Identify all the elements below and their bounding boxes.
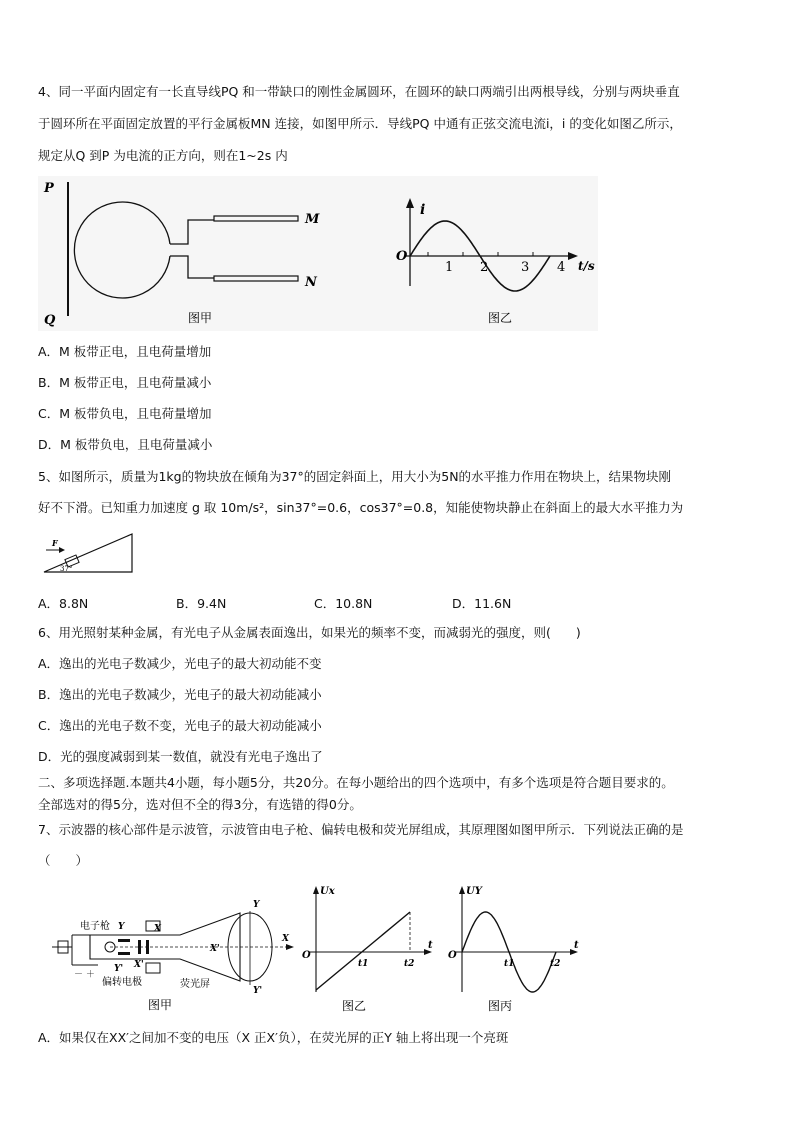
q4-line1: 4、同一平面内固定有一长直导线PQ 和一带缺口的刚性金属圆环，在圆环的缺口两端引出两根导线，分别与两块垂直 [38,84,680,99]
section2-line1: 二、多项选择题.本题共4小题，每小题5分，共20分。在每小题给出的四个选项中，有多个选项是符合题目要求的。 [38,775,674,790]
q4-option-c: C．M 板带负电，且电荷量增加 [38,406,212,421]
svg-text:X': X' [134,960,144,970]
svg-text:Y': Y' [253,986,263,996]
svg-text:t: t [428,940,433,951]
angle-37: 37° [60,565,73,573]
label-screen: 荧光屏 [180,979,210,990]
svg-text:O: O [302,950,311,961]
label-gun: 电子枪 [80,921,110,932]
q6-option-b: B．逸出的光电子数减少，光电子的最大初动能减小 [38,687,322,702]
q5-options [0,594,794,610]
q6-option-c: C．逸出的光电子数不变，光电子的最大初动能减小 [38,718,322,733]
q5-incline-figure [40,530,140,578]
tick-1: 1 [445,260,454,275]
label-P: P [44,181,54,196]
caption-7-yi: 图乙 [342,999,367,1013]
tick-3: 3 [521,260,530,275]
section2-line2: 全部选对的得5分，选对但不全的得3分，有选错的得0分。 [38,797,362,812]
q6-option-a: A．逸出的光电子数减少，光电子的最大初动能不变 [38,656,322,671]
origin-O: O [396,249,408,264]
caption-yi: 图乙 [488,311,513,325]
axis-ux: Ux [320,886,335,897]
caption-7-bing: 图丙 [488,999,513,1013]
label-Q: Q [44,313,56,328]
q5-option-d: D．11.6N [452,596,512,611]
svg-text:t1: t1 [358,959,369,969]
svg-text:Y: Y [118,922,125,932]
svg-text:t: t [574,940,579,951]
caption-jia: 图甲 [188,311,213,325]
svg-text:－ ＋: － ＋ [74,970,95,980]
axis-uy: UY [466,886,482,897]
q5-line1: 5、如图所示，质量为1kg的物块放在倾角为37°的固定斜面上，用大小为5N的水平推力作用在物块上，结果物块刚 [38,469,672,484]
svg-text:X: X [154,924,161,934]
tick-4: 4 [557,260,566,275]
q4-figure-yi [338,176,598,331]
q5-option-b: B．9.4N [176,596,227,611]
q5-line2: 好不下滑。已知重力加速度 g 取 10m/s²，sin37°=0.6，cos37°=0.8，知能使物块静止在斜面上的最大水平推力为 [38,500,684,515]
svg-text:Y: Y [253,900,260,910]
q4-line3: 规定从Q 到P 为电流的正方向，则在1~2s 内 [38,148,288,163]
svg-text:t2: t2 [550,959,561,969]
q7-option-a: A．如果仅在XX′之间加不变的电压（X 正X′负），在荧光屏的正Y 轴上将出现一个亮斑 [38,1030,509,1045]
caption-7-jia: 图甲 [148,998,173,1012]
q4-option-d: D．M 板带负电，且电荷量减小 [38,437,213,452]
svg-text:Y': Y' [114,964,124,974]
svg-text:X: X [282,934,289,944]
q4-option-b: B．M 板带正电，且电荷量减小 [38,375,212,390]
svg-text:O: O [448,950,457,961]
force-F: F [52,538,58,548]
q7-figure-bing [446,880,586,1015]
axis-i: i [420,202,426,218]
svg-text:t2: t2 [404,959,415,969]
label-deflect: 偏转电极 [102,977,142,988]
q7-figure-jia [50,885,300,1015]
axis-t: t/s [578,259,595,273]
svg-text:t1: t1 [504,959,515,969]
q6-line1: 6、用光照射某种金属，有光电子从金属表面逸出，如果光的频率不变，而减弱光的强度，则( ) [38,625,581,640]
label-N: N [305,275,317,290]
q7-line1: 7、示波器的核心部件是示波管，示波管由电子枪、偏转电极和荧光屏组成，其原理图如图甲所示．下列说法正确的是 [38,822,684,837]
q5-option-a: A．8.8N [38,596,89,611]
q5-option-c: C．10.8N [314,596,373,611]
q4-line2: 于圆环所在平面固定放置的平行金属板MN 连接，如图甲所示．导线PQ 中通有正弦交流电流i，i 的变化如图乙所示， [38,116,682,131]
label-M: M [305,212,320,227]
tick-2: 2 [480,260,489,275]
q4-option-a: A．M 板带正电，且电荷量增加 [38,344,212,359]
sawtooth-line [316,912,410,990]
q4-figure-jia [38,176,338,331]
q7-figure-yi [300,880,440,1015]
q6-option-d: D．光的强度减弱到某一数值，就没有光电子逸出了 [38,749,323,764]
q7-line2: （ ） [38,853,89,868]
svg-text:X': X' [210,944,220,954]
